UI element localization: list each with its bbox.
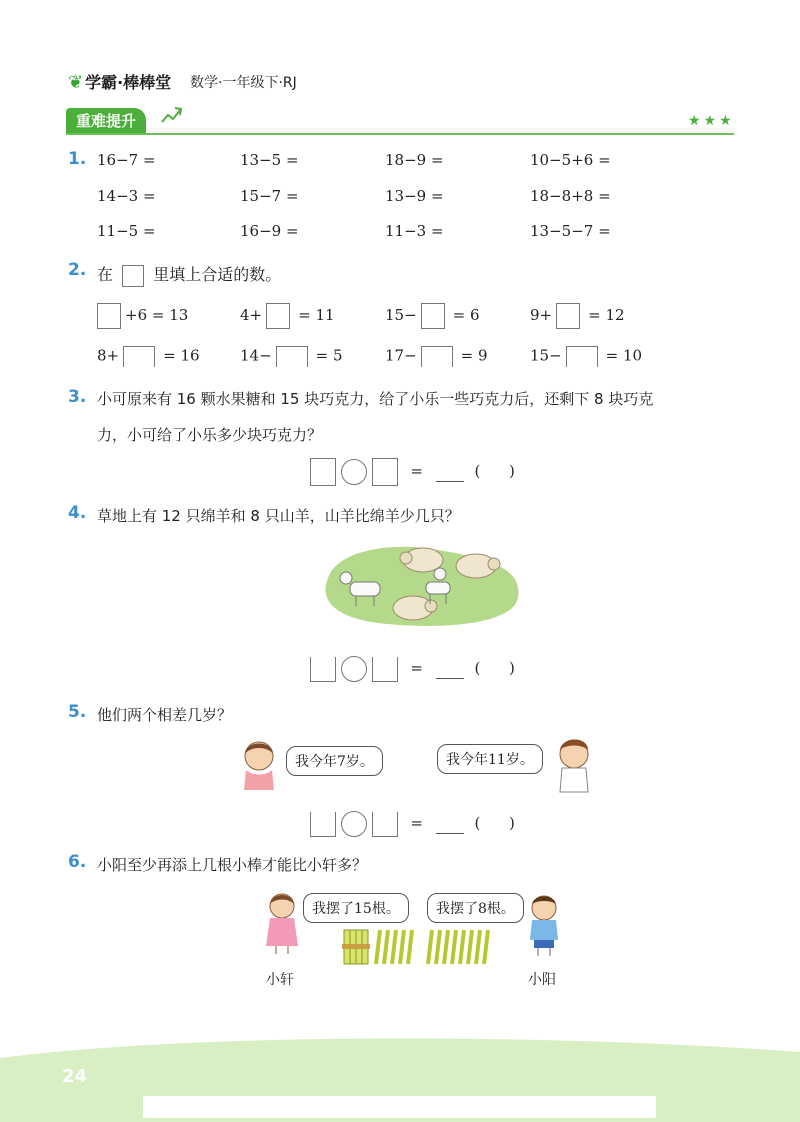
question-4-number: 4. [68,503,87,523]
stick-bundle-icon [342,930,370,964]
xiaoyang-name-label: 小阳 [528,972,556,988]
loose-sticks-icon [376,930,488,964]
q2-item [530,346,642,367]
q2-item [530,303,625,329]
trend-arrow-icon [160,104,184,126]
answer-box[interactable] [310,458,336,486]
q3-text-line1: 小可原来有 16 颗水果糖和 15 块巧克力，给了小乐一些巧克力后，还剩下 8 块巧克 [97,390,654,408]
q2-post: = 11 [298,306,335,324]
book-subtitle: 数学·一年级下·RJ [190,75,297,91]
q2-item [385,303,480,329]
answer-box[interactable] [372,458,398,486]
unit-paren[interactable]: ( ) [474,814,515,832]
q1-expression: 10−5+6 = [530,151,611,169]
q2-pre: 15− [385,306,417,324]
q2-post: = 9 [460,346,488,365]
leaf-icon: ❦ [68,72,84,93]
q2-prefix: 在 [97,265,114,284]
q2-pre: 8+ [97,346,120,365]
answer-bracket[interactable] [123,346,155,367]
q2-post: = 12 [588,306,625,324]
boy-speech-bubble: 我今年11岁。 [437,744,543,774]
answer-box[interactable] [556,303,580,329]
q2-instruction [97,262,281,287]
q2-pre: 14− [240,346,272,365]
answer-bracket[interactable] [566,346,598,367]
q1-expression: 13−5−7 = [530,222,611,240]
section-divider [66,133,734,135]
q2-pre: 15− [530,346,562,365]
q5-text: 他们两个相差几岁？ [97,706,233,724]
sticks-illustration [340,924,520,970]
q2-post: = 6 [452,306,480,324]
q1-expression: 16−7 = [97,151,156,169]
q1-expression: 11−3 = [385,222,444,240]
q2-item [240,346,343,367]
q2-item [385,346,488,367]
q2-item [97,346,200,367]
q2-pre: 17− [385,346,417,365]
question-3-number: 3. [68,387,87,407]
q1-expression: 18−9 = [385,151,444,169]
xiaoxuan-speech-bubble: 我摆了15根。 [303,893,409,923]
question-5-number: 5. [68,702,87,722]
answer-box-sample [122,265,144,287]
answer-bracket[interactable] [276,346,308,367]
equals-sign: = [410,659,423,677]
q2-suffix: 里填上合适的数。 [153,265,282,284]
unit-paren[interactable]: ( ) [474,462,515,480]
sheep-meadow-illustration [318,538,524,630]
brand-title [68,70,171,93]
q2-post: +6 = 13 [125,306,189,324]
difficulty-stars: ★★★ [688,113,735,129]
q1-expression: 13−5 = [240,151,299,169]
question-6-number: 6. [68,852,87,872]
footer-blank-strip [143,1096,656,1118]
brand-text: 学霸·棒棒堂 [85,73,172,92]
q1-expression: 15−7 = [240,187,299,205]
q4-text: 草地上有 12 只绵羊和 8 只山羊，山羊比绵羊少几只？ [97,507,460,525]
operator-circle[interactable] [341,459,367,485]
answer-blank[interactable] [436,815,464,834]
q1-expression: 14−3 = [97,187,156,205]
q4-answer-row [310,656,515,682]
q6-text: 小阳至少再添上几根小棒才能比小轩多？ [97,856,368,874]
equals-sign: = [410,814,423,832]
q2-item [97,303,188,329]
girl-illustration [234,736,284,790]
xiaoxuan-name-label: 小轩 [266,972,294,988]
unit-paren[interactable]: ( ) [474,659,515,677]
q3-answer-row [310,458,515,486]
girl-speech-bubble: 我今年7岁。 [286,746,383,776]
q2-post: = 10 [605,346,643,365]
q2-pre: 9+ [530,306,553,324]
answer-box[interactable] [310,812,336,837]
operator-circle[interactable] [341,656,367,682]
q1-expression: 11−5 = [97,222,156,240]
q2-item [240,303,335,329]
answer-box[interactable] [421,303,445,329]
section-title: 重难提升 [66,108,146,134]
q1-expression: 13−9 = [385,187,444,205]
boy-illustration [552,734,598,794]
answer-box[interactable] [310,657,336,682]
boy-xiaoyang-illustration [524,892,564,958]
answer-box[interactable] [372,657,398,682]
equals-sign: = [410,462,423,480]
answer-box[interactable] [266,303,290,329]
q2-post: = 16 [163,346,200,365]
girl-xiaoxuan-illustration [262,890,302,956]
question-2-number: 2. [68,260,87,280]
answer-bracket[interactable] [421,346,453,367]
answer-blank[interactable] [436,463,464,482]
xiaoyang-speech-bubble: 我摆了8根。 [427,893,524,923]
question-1-number: 1. [68,149,87,169]
page-number: 24 [62,1066,88,1087]
q3-text-line2: 力，小可给了小乐多少块巧克力？ [97,426,323,444]
q1-expression: 18−8+8 = [530,187,611,205]
answer-blank[interactable] [436,660,464,679]
q5-answer-row [310,811,515,837]
operator-circle[interactable] [341,811,367,837]
q2-pre: 4+ [240,306,263,324]
answer-box[interactable] [97,303,121,329]
q1-expression: 16−9 = [240,222,299,240]
q2-post: = 5 [315,346,343,365]
answer-box[interactable] [372,812,398,837]
